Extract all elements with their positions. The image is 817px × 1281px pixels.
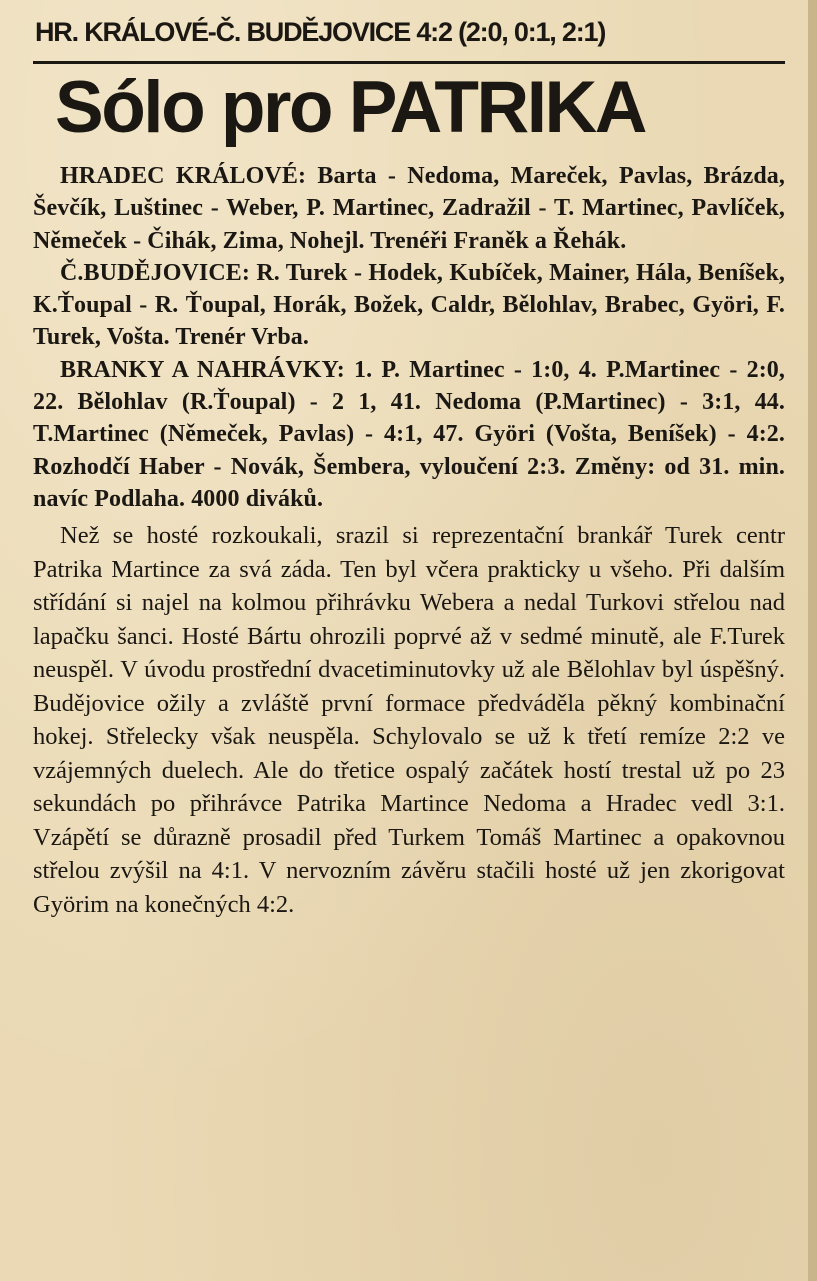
article (33, 12, 785, 921)
goals-and-assists: BRANKY A NAHRÁVKY: 1. P. Martinec - 1:0, 4. P.Martinec - 2:0, 22. Bělohlav (R.Ťoupal) - 2 1, 41. Nedoma (P.Martinec) - 3:1, 44. T.Martinec (Němeček, Pavlas) - 4:1, 47. Györi (Vošta, Beníšek) - 4:2. Rozhodčí Haber - Novák, Šembera, vyloučení 2:3. Změny: od 31. min. navíc Podlaha. 4000 diváků. (33, 356, 785, 512)
article-body: Než se hosté rozkoukali, srazil si reprezentační brankář Turek centr Patrika Martince za svá záda. Ten byl včera prakticky u všeho. Při dalším střídání si najel na kolmou přihrávku Webera a nedal Turkovi střelou nad lapačku šanci. Hosté Bártu ohrozili poprvé až v sedmé minutě, ale F.Turek neuspěl. V úvodu prostřední dvacetiminutovky už ale Bělohlav byl úspěšný. Budějovice ožily a zvláště první formace předváděla pěkný kombinační hokej. Střelecky však neuspěla. Schylovalo se už k třetí remíze 2:2 ve vzájemných duelech. Ale do třetice ospalý začátek hostí trestal už po 23 sekundách po přihrávce Patrika Martince Nedoma a Hradec vedl 3:1. Vzápětí se důrazně prosadil před Turkem Tomáš Martinec a opakovnou střelou zvýšil na 4:1. V nervozním závěru stačili hosté už jen zkorigovat Györim na konečných 4:2. (33, 522, 785, 918)
paper-edge (808, 0, 817, 1281)
article-title: Sólo pro PATRIKA (55, 67, 645, 148)
match-score-header: HR. KRÁLOVÉ-Č. BUDĚJOVICE 4:2 (2:0, 0:1, 2:1) (35, 17, 606, 47)
lineup-budejovice: Č.BUDĚJOVICE: R. Turek - Hodek, Kubíček, Mainer, Hála, Beníšek, K.Ťoupal - R. Ťoupal, Horák, Božek, Caldr, Bělohlav, Brabec, Györi, F. Turek, Vošta. Trenér Vrba. (33, 259, 785, 351)
lineup-hradec: HRADEC KRÁLOVÉ: Barta - Nedoma, Mareček, Pavlas, Brázda, Ševčík, Luštinec - Weber, P. Martinec, Zadražil - T. Martinec, Pavlíček, Němeček - Čihák, Zima, Nohejl. Trenéři Franěk a Řehák. (33, 163, 785, 254)
